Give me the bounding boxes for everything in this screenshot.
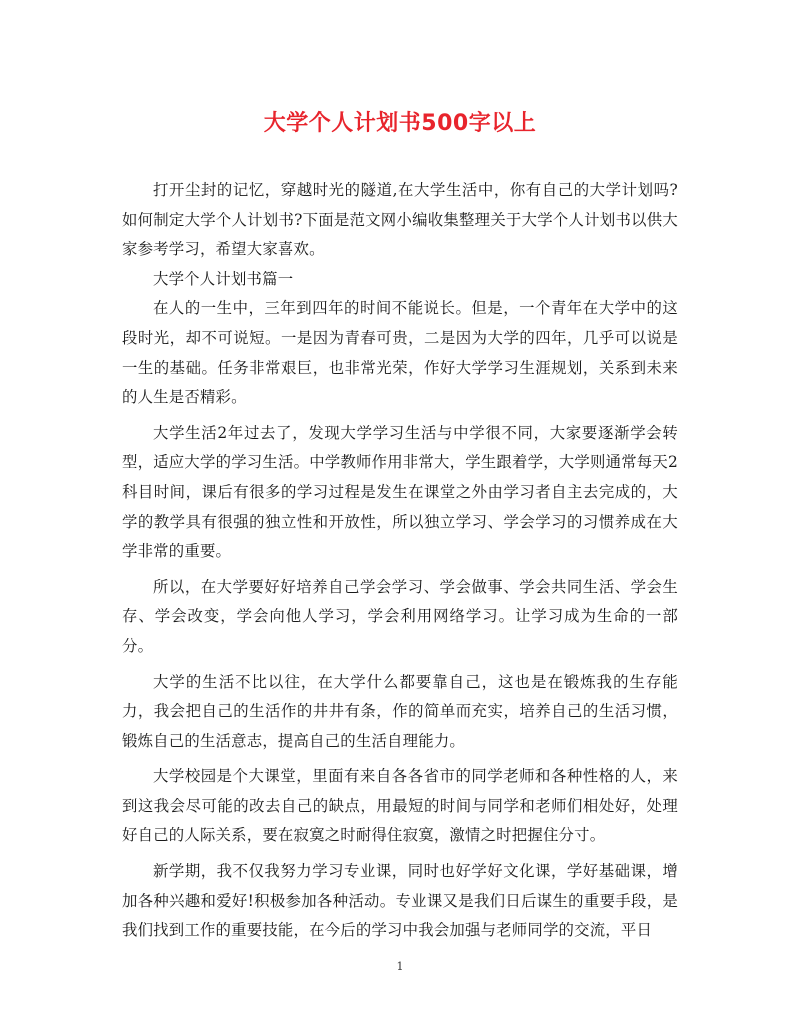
paragraph-intro: 打开尘封的记忆，穿越时光的隧道,在大学生活中，你有自己的大学计划吗?如何制定大学个人计划书?下面是范文网小编收集整理关于大学个人计划书以供大家参考学习，希望大家喜欢。 bbox=[122, 181, 678, 259]
paragraph: 所以，在大学要好好培养自己学会学习、学会做事、学会共同生活、学会生存、学会改变，学会向他人学习，学会利用网络学习。让学习成为生命的一部分。 bbox=[122, 577, 678, 655]
paragraph: 大学生活2年过去了，发现大学学习生活与中学很不同，大家要逐渐学会转型，适应大学的学习生活。中学教师作用非常大，学生跟着学，大学则通常每天2科目时间，课后有很多的学习过程是发生在课堂之外由学习者自主去完成的，大学的教学具有很强的独立性和开放性，所以独立学习、学会学习的习惯养成在大学非常的重要。 bbox=[122, 423, 678, 561]
document-title: 大学个人计划书500字以上 bbox=[263, 111, 537, 136]
paragraph: 大学的生活不比以往，在大学什么都要靠自己，这也是在锻炼我的生存能力，我会把自己的生活作的井井有条，作的简单而充实，培养自己的生活习惯，锻炼自己的生活意志，提高自己的生活自理能力。 bbox=[122, 672, 678, 750]
paragraph: 在人的一生中，三年到四年的时间不能说长。但是，一个青年在大学中的这段时光，却不可说短。一是因为青春可贵，二是因为大学的四年，几乎可以说是一生的基础。任务非常艰巨，也非常光荣，作好大学学习生涯规划，关系到未来的人生是否精彩。 bbox=[122, 299, 678, 407]
document-body bbox=[122, 176, 678, 946]
section-heading: 大学个人计划书篇一 bbox=[153, 269, 294, 288]
paragraph: 大学校园是个大课堂，里面有来自各各省市的同学老师和各种性格的人，来到这我会尽可能的改去自己的缺点，用最短的时间与同学和老师们相处好，处理好自己的人际关系，要在寂寞之时耐得住寂寞，激情之时把握住分寸。 bbox=[122, 767, 678, 845]
paragraph: 新学期，我不仅我努力学习专业课，同时也好学好文化课，学好基础课，增加各种兴趣和爱好!积极参加各种活动。专业课又是我们日后谋生的重要手段，是我们找到工作的重要技能，在今后的学习中我会加强与老师同学的交流，平日 bbox=[122, 862, 678, 940]
page-number: 1 bbox=[396, 960, 404, 973]
